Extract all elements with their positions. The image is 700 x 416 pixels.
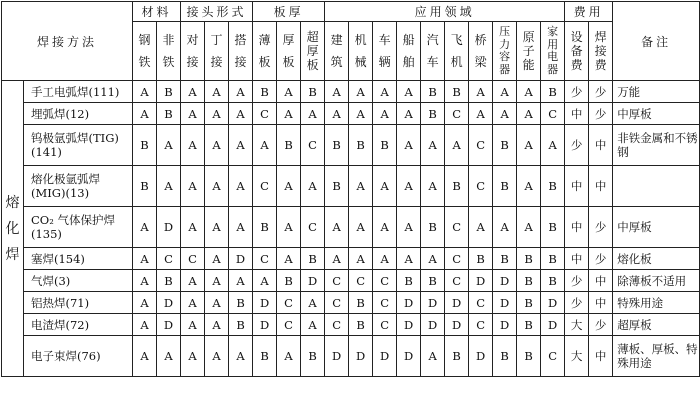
table-row [2, 248, 700, 270]
rating-cell: B [469, 248, 493, 270]
rating-cell: A [373, 81, 397, 103]
rating-cell: B [133, 166, 157, 207]
rating-cell: C [469, 166, 493, 207]
rating-cell: A [205, 166, 229, 207]
column-header-cell [325, 22, 349, 81]
rating-cell: A [133, 103, 157, 125]
note-cell: 薄板、厚板、特殊用途 [613, 336, 700, 377]
rating-cell: B [277, 270, 301, 292]
rating-cell: A [325, 81, 349, 103]
column-header-cell [181, 22, 205, 81]
rating-cell: C [277, 314, 301, 336]
column-header-cell [493, 22, 517, 81]
column-header-cell [565, 22, 589, 81]
header-method: 焊接方法 [2, 2, 133, 81]
rating-cell: A [253, 270, 277, 292]
rating-cell: A [493, 103, 517, 125]
rating-cell: C [253, 166, 277, 207]
column-header-cell [397, 22, 421, 81]
rating-cell: B [493, 125, 517, 166]
rating-cell: A [445, 125, 469, 166]
rating-cell: A [421, 166, 445, 207]
column-header-label: 对接 [186, 33, 199, 69]
rating-cell: A [181, 207, 205, 248]
rating-cell: B [517, 270, 541, 292]
rating-cell: C [469, 314, 493, 336]
welding-methods-table [1, 1, 700, 377]
rating-cell: B [517, 336, 541, 377]
rating-cell: A [349, 207, 373, 248]
note-cell: 中厚板 [613, 207, 700, 248]
rating-cell: B [325, 166, 349, 207]
rating-cell: A [517, 103, 541, 125]
rating-cell: C [445, 248, 469, 270]
rating-cell: C [541, 336, 565, 377]
header-row-groups [2, 2, 700, 22]
rating-cell: A [205, 248, 229, 270]
rating-cell: B [445, 81, 469, 103]
rating-cell: B [517, 248, 541, 270]
column-header-cell [229, 22, 253, 81]
rating-cell: B [277, 125, 301, 166]
rating-cell: A [229, 166, 253, 207]
rating-cell: D [445, 314, 469, 336]
rating-cell: 中 [589, 336, 613, 377]
column-header-label: 机械 [354, 33, 367, 69]
column-header-cell [373, 22, 397, 81]
rating-cell: B [157, 270, 181, 292]
column-header-label: 丁接 [210, 33, 223, 69]
rating-cell: A [325, 103, 349, 125]
rating-cell: A [133, 336, 157, 377]
rating-cell: 中 [565, 103, 589, 125]
rating-cell: D [421, 314, 445, 336]
rating-cell: D [157, 292, 181, 314]
rating-cell: A [181, 81, 205, 103]
column-header-label: 非铁 [162, 33, 175, 69]
method-name-cell: 铝热焊(71) [24, 292, 133, 314]
column-header-cell [517, 22, 541, 81]
rating-cell: D [373, 336, 397, 377]
rating-cell: 少 [589, 248, 613, 270]
rating-cell: B [157, 103, 181, 125]
rating-cell: A [133, 314, 157, 336]
rating-cell: A [277, 207, 301, 248]
rating-cell: C [301, 207, 325, 248]
rating-cell: A [349, 166, 373, 207]
rating-cell: B [157, 81, 181, 103]
rating-cell: 中 [589, 292, 613, 314]
rating-cell: B [301, 81, 325, 103]
rating-cell: 中 [589, 125, 613, 166]
rating-cell: D [229, 248, 253, 270]
rating-cell: B [541, 81, 565, 103]
note-cell: 非铁金属和不锈钢 [613, 125, 700, 166]
rating-cell: D [301, 270, 325, 292]
column-header-label: 搭接 [234, 33, 247, 69]
rating-cell: 中 [565, 166, 589, 207]
rating-cell: B [421, 270, 445, 292]
category-cell [2, 81, 24, 377]
column-header-label: 压力容器 [499, 25, 511, 76]
rating-cell: C [325, 292, 349, 314]
note-cell: 除薄板不适用 [613, 270, 700, 292]
rating-cell: A [229, 207, 253, 248]
rating-cell: A [397, 248, 421, 270]
rating-cell: 少 [589, 207, 613, 248]
rating-cell: A [349, 103, 373, 125]
method-name-cell: CO₂ 气体保护焊(135) [24, 207, 133, 248]
rating-cell: C [325, 314, 349, 336]
rating-cell: A [205, 336, 229, 377]
rating-cell: B [493, 166, 517, 207]
column-header-label: 车辆 [378, 33, 391, 69]
rating-cell: B [517, 292, 541, 314]
rating-cell: A [205, 81, 229, 103]
rating-cell: A [205, 270, 229, 292]
column-header-cell [421, 22, 445, 81]
rating-cell: B [421, 81, 445, 103]
rating-cell: A [517, 207, 541, 248]
rating-cell: 少 [589, 314, 613, 336]
rating-cell: D [157, 207, 181, 248]
rating-cell: A [373, 248, 397, 270]
rating-cell: A [373, 207, 397, 248]
rating-cell: B [493, 248, 517, 270]
column-header-label: 薄板 [258, 33, 271, 69]
rating-cell: B [445, 166, 469, 207]
rating-cell: A [277, 81, 301, 103]
rating-cell: A [181, 314, 205, 336]
rating-cell: B [253, 207, 277, 248]
rating-cell: A [229, 103, 253, 125]
rating-cell: A [373, 166, 397, 207]
column-header-cell [541, 22, 565, 81]
rating-cell: A [133, 270, 157, 292]
rating-cell: D [421, 292, 445, 314]
column-header-label: 家用电器 [547, 25, 559, 76]
note-cell: 超厚板 [613, 314, 700, 336]
rating-cell: A [493, 207, 517, 248]
rating-cell: B [541, 166, 565, 207]
rating-cell: C [469, 125, 493, 166]
rating-cell: B [253, 336, 277, 377]
table-row [2, 125, 700, 166]
rating-cell: A [301, 314, 325, 336]
table-row [2, 314, 700, 336]
rating-cell: D [541, 292, 565, 314]
method-name-cell: 电子束焊(76) [24, 336, 133, 377]
rating-cell: B [493, 336, 517, 377]
note-cell [613, 166, 700, 207]
rating-cell: B [541, 248, 565, 270]
method-name-cell: 气焊(3) [24, 270, 133, 292]
rating-cell: B [541, 270, 565, 292]
rating-cell: A [517, 125, 541, 166]
header-group-thickness: 板厚 [253, 2, 325, 22]
category-label: 熔化焊 [5, 194, 20, 263]
column-header-cell [253, 22, 277, 81]
rating-cell: 少 [565, 292, 589, 314]
rating-cell: A [229, 81, 253, 103]
rating-cell: A [133, 207, 157, 248]
rating-cell: A [205, 314, 229, 336]
rating-cell: B [349, 125, 373, 166]
header-group-cost: 费用 [565, 2, 613, 22]
rating-cell: D [349, 336, 373, 377]
column-header-label: 桥梁 [474, 33, 487, 69]
rating-cell: A [469, 103, 493, 125]
rating-cell: C [541, 103, 565, 125]
rating-cell: A [205, 125, 229, 166]
column-header-label: 设备费 [570, 30, 583, 72]
rating-cell: B [421, 103, 445, 125]
table-row [2, 336, 700, 377]
rating-cell: D [253, 314, 277, 336]
rating-cell: 少 [565, 270, 589, 292]
rating-cell: A [205, 292, 229, 314]
method-name-cell: 电渣焊(72) [24, 314, 133, 336]
column-header-cell [301, 22, 325, 81]
rating-cell: 中 [589, 166, 613, 207]
rating-cell: A [157, 166, 181, 207]
rating-cell: D [325, 336, 349, 377]
method-name-cell: 埋弧焊(12) [24, 103, 133, 125]
rating-cell: A [181, 336, 205, 377]
table-row [2, 103, 700, 125]
table-row [2, 270, 700, 292]
rating-cell: C [253, 103, 277, 125]
rating-cell: D [493, 314, 517, 336]
rating-cell: A [397, 125, 421, 166]
rating-cell: 大 [565, 314, 589, 336]
rating-cell: A [421, 336, 445, 377]
rating-cell: A [541, 125, 565, 166]
rating-cell: B [133, 125, 157, 166]
rating-cell: C [373, 270, 397, 292]
method-name-cell: 钨极氩弧焊(TIG)(141) [24, 125, 133, 166]
rating-cell: A [469, 207, 493, 248]
rating-cell: C [445, 207, 469, 248]
rating-cell: D [397, 336, 421, 377]
rating-cell: 中 [565, 207, 589, 248]
rating-cell: A [421, 125, 445, 166]
header-group-material: 材料 [133, 2, 181, 22]
column-header-label: 船舶 [402, 33, 415, 69]
rating-cell: B [301, 336, 325, 377]
rating-cell: C [325, 270, 349, 292]
rating-cell: D [469, 270, 493, 292]
rating-cell: A [349, 81, 373, 103]
column-header-cell [445, 22, 469, 81]
rating-cell: A [397, 207, 421, 248]
rating-cell: A [181, 270, 205, 292]
column-header-cell [133, 22, 157, 81]
rating-cell: A [133, 248, 157, 270]
column-header-label: 钢铁 [138, 33, 151, 69]
rating-cell: A [421, 248, 445, 270]
header-note: 备注 [613, 2, 700, 81]
rating-cell: A [277, 336, 301, 377]
rating-cell: C [301, 125, 325, 166]
rating-cell: A [157, 125, 181, 166]
rating-cell: C [157, 248, 181, 270]
rating-cell: A [133, 81, 157, 103]
rating-cell: D [493, 292, 517, 314]
header-group-joint: 接头形式 [181, 2, 253, 22]
rating-cell: A [469, 81, 493, 103]
rating-cell: 少 [565, 125, 589, 166]
rating-cell: D [253, 292, 277, 314]
rating-cell: 少 [589, 103, 613, 125]
rating-cell: A [229, 270, 253, 292]
column-header-cell [349, 22, 373, 81]
note-cell: 熔化板 [613, 248, 700, 270]
rating-cell: 少 [589, 81, 613, 103]
method-name-cell: 熔化极氩弧焊(MIG)(13) [24, 166, 133, 207]
note-cell: 中厚板 [613, 103, 700, 125]
rating-cell: A [397, 81, 421, 103]
rating-cell: A [253, 125, 277, 166]
rating-cell: A [397, 166, 421, 207]
rating-cell: 少 [565, 81, 589, 103]
rating-cell: D [397, 314, 421, 336]
column-header-label: 汽车 [426, 33, 439, 69]
header-group-application: 应用领域 [325, 2, 565, 22]
rating-cell: A [301, 166, 325, 207]
column-header-label: 厚板 [282, 33, 295, 69]
rating-cell: B [325, 125, 349, 166]
rating-cell: B [421, 207, 445, 248]
rating-cell: B [229, 314, 253, 336]
method-name-cell: 塞焊(154) [24, 248, 133, 270]
rating-cell: C [373, 314, 397, 336]
column-header-label: 建筑 [330, 33, 343, 69]
rating-cell: A [517, 81, 541, 103]
rating-cell: B [397, 270, 421, 292]
rating-cell: D [541, 314, 565, 336]
rating-cell: B [541, 207, 565, 248]
rating-cell: C [445, 103, 469, 125]
rating-cell: A [229, 125, 253, 166]
rating-cell: D [493, 270, 517, 292]
column-header-cell [157, 22, 181, 81]
rating-cell: C [445, 270, 469, 292]
rating-cell: A [325, 207, 349, 248]
rating-cell: C [181, 248, 205, 270]
rating-cell: A [205, 103, 229, 125]
rating-cell: A [301, 292, 325, 314]
rating-cell: A [277, 166, 301, 207]
rating-cell: A [157, 336, 181, 377]
rating-cell: A [493, 81, 517, 103]
rating-cell: A [301, 103, 325, 125]
table-body [2, 2, 700, 377]
rating-cell: A [205, 207, 229, 248]
rating-cell: D [397, 292, 421, 314]
rating-cell: 中 [589, 270, 613, 292]
rating-cell: B [229, 292, 253, 314]
rating-cell: B [349, 292, 373, 314]
rating-cell: A [397, 103, 421, 125]
table-row [2, 207, 700, 248]
rating-cell: A [181, 292, 205, 314]
rating-cell: C [349, 270, 373, 292]
rating-cell: B [301, 248, 325, 270]
table-row [2, 292, 700, 314]
method-name-cell: 手工电弧焊(111) [24, 81, 133, 103]
rating-cell: D [157, 314, 181, 336]
rating-cell: A [181, 103, 205, 125]
rating-cell: A [133, 292, 157, 314]
table-row [2, 166, 700, 207]
rating-cell: B [253, 81, 277, 103]
rating-cell: C [253, 248, 277, 270]
rating-cell: A [349, 248, 373, 270]
column-header-label: 焊接费 [594, 30, 607, 72]
rating-cell: 大 [565, 336, 589, 377]
note-cell: 特殊用途 [613, 292, 700, 314]
rating-cell: D [469, 336, 493, 377]
rating-cell: A [181, 125, 205, 166]
column-header-label: 超厚板 [306, 30, 319, 72]
rating-cell: C [373, 292, 397, 314]
rating-cell: A [373, 103, 397, 125]
rating-cell: B [445, 336, 469, 377]
rating-cell: A [517, 166, 541, 207]
column-header-cell [469, 22, 493, 81]
rating-cell: C [469, 292, 493, 314]
column-header-label: 飞机 [450, 33, 463, 69]
note-cell: 万能 [613, 81, 700, 103]
table-row [2, 81, 700, 103]
rating-cell: A [277, 248, 301, 270]
rating-cell: A [229, 336, 253, 377]
column-header-cell [589, 22, 613, 81]
rating-cell: A [325, 248, 349, 270]
rating-cell: A [277, 103, 301, 125]
rating-cell: C [277, 292, 301, 314]
rating-cell: A [181, 166, 205, 207]
rating-cell: B [373, 125, 397, 166]
rating-cell: B [517, 314, 541, 336]
rating-cell: D [445, 292, 469, 314]
column-header-cell [277, 22, 301, 81]
rating-cell: 中 [565, 248, 589, 270]
column-header-label: 原子能 [522, 30, 535, 72]
column-header-cell [205, 22, 229, 81]
rating-cell: B [349, 314, 373, 336]
